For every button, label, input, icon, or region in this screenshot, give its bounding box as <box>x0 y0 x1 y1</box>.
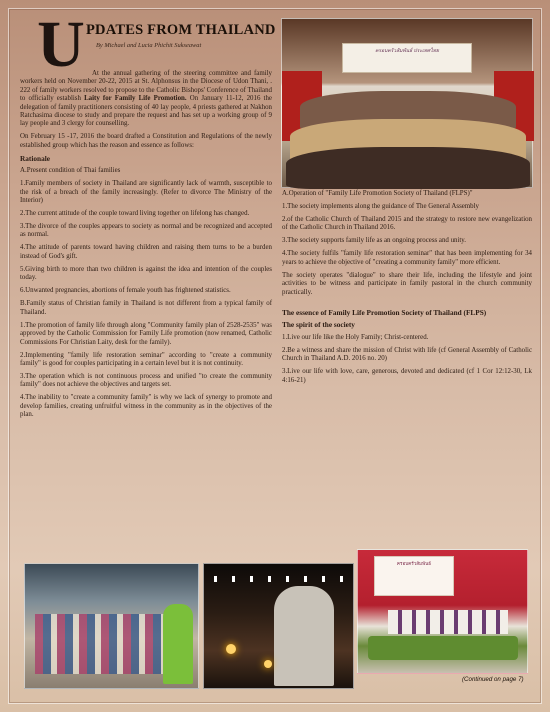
clergy-row <box>388 610 508 634</box>
essence-heading: The essence of Family Life Promotion Society of Thailand (FLPS) <box>282 308 487 318</box>
list-item: 1.The society implements along the guidance of The General Assembly <box>282 203 479 210</box>
gym-activity-photo <box>24 563 199 689</box>
list-item: 3.Live our life with love, care, generous, devoted and dedicated (cf 1 Cor 12:12-30, Lk 4:16-21) <box>282 368 532 384</box>
list-item: 1.Live our life like the Holy Family; Christ-centered. <box>282 333 429 341</box>
list-item: 3.The operation which is not continuous process and unified "to create the community family" does not achieve the objectives and targets set. <box>20 372 272 389</box>
list-item: 5.Giving birth to more than two children is against the idea and intention of the couples today. <box>20 265 272 282</box>
list-item: 4.The society fulfils "family life restoration seminar" that has been implementing for 34 years to achieve the objective of "creating a community family" more efficient. <box>282 250 532 266</box>
flower-arrangement <box>368 636 518 660</box>
page-title: PDATES FROM THAILAND <box>86 22 276 38</box>
crowd-front-row <box>286 147 530 189</box>
list-item: 6.Unwanted pregnancies, abortions of female youth has frightened statistics. <box>20 287 231 295</box>
altar-photo <box>357 549 528 674</box>
list-item: 3.The divorce of the couples appears to society as normal and be recognized and accepted as normal. <box>20 223 272 239</box>
byline: By Michael and Lucia Phichit Sukseawat <box>96 42 202 49</box>
list-item: 4.The inability to "create a community family" is why we lack of synergy to promote and develop families, creating unfruitful witness in the community as in the objectives of the plan. <box>20 394 272 419</box>
section-a-heading: A.Present condition of Thai families <box>20 167 121 175</box>
altar-banner: ครอบครัวสัมพันธ์ <box>374 556 454 596</box>
continued-note: (Continued on page 7) <box>462 676 524 683</box>
list-item: 2.of the Catholic Church of Thailand 2015 and the strategy to restore new evangelization of the Catholic Church in Thailand 2016. <box>282 216 532 232</box>
candle-flame <box>264 660 272 668</box>
left-column <box>20 70 272 419</box>
list-item: The society operates "dialogue" to share their life, including the lifestyle and joint activities to be witness and participate in family pastoral in the church community practically. <box>282 271 532 296</box>
intro-paragraph-2: On February 15 -17, 2016 the board drafted a Constitution and Regulations of the newly established group which has the reason and essence as follows: <box>20 133 272 149</box>
green-shirt-person <box>163 604 193 684</box>
candle-flame <box>226 644 236 654</box>
operation-heading: A.Operation of "Family Life Promotion Society of Thailand (FLPS)" <box>282 190 473 197</box>
ceiling-lights <box>214 576 344 582</box>
rationale-heading: Rationale <box>20 153 50 163</box>
list-item: 1.The promotion of family life through along "Community family plan of 2528-2535" was approved by the Catholic Commission for Family Life promotion (now renamed, Catholic Commissions For Christian Laity, desk for the family). <box>20 321 272 346</box>
right-column <box>282 190 532 390</box>
intro-paragraph: At the annual gathering of the steering committee and family workers held on November 20-22, 2015 at St. Alphonsus in the Diocese of Udon Thani, . 222 of family workers resolved to propose to the Catholic Bishops' Conference of Thailand to officially establish Laity for Family Life Promotion. On January 11-12, 2016 the delegation of family practitioners consisting of 40 lay people, 4 priests gathered at Nakhon Ratchasima diocese to study and prepare the request and has set up a working group of 9 lay people and 3 clergy for counselling. <box>20 70 272 128</box>
list-item: 3.The society supports family life as an ongoing process and unity. <box>282 237 467 245</box>
list-item: 1.Family members of society in Thailand are significantly lack of warmth, susceptible to the risk of a breach of the family increasingly. (Refer to divorce The Ministry of the Interior) <box>20 180 272 205</box>
event-banner: ครอบครัวสัมพันธ์ ประเทศไทย <box>342 43 472 73</box>
candle-ceremony-photo <box>203 563 354 689</box>
list-item: 2.Be a witness and share the mission of Christ with life (cf General Assembly of Catholic Church in Thailand A.D. 2016 no. 20) <box>282 346 532 363</box>
list-item: 2.The current attitude of the couple toward living together on lifelong has changed. <box>20 210 250 218</box>
spirit-heading: The spirit of the society <box>282 320 355 330</box>
title-dropcap: U <box>37 8 85 81</box>
list-item: 2.Implementing "family life restoration seminar" according to "create a community family" is good for couples participating in a certain level but it is not continuity. <box>20 351 272 367</box>
man-with-candle <box>274 586 334 686</box>
group-photo <box>281 18 533 188</box>
section-b-heading: B.Family status of Christian family in Thailand is not different from a typical family of Thailand. <box>20 300 272 316</box>
list-item: 4.The attitude of parents toward having children and raising them turns to be a burden instead of God's gift. <box>20 244 272 260</box>
